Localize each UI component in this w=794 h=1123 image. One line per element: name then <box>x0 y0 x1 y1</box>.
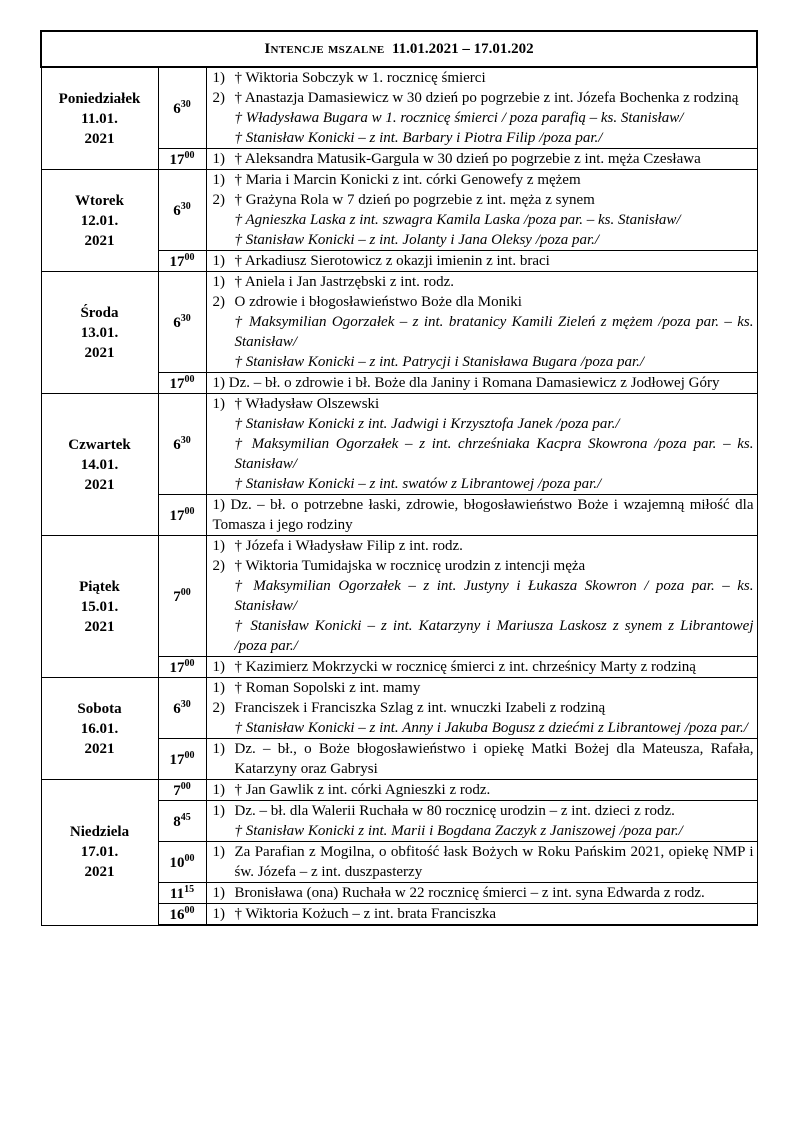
mass-minutes: 00 <box>180 780 191 792</box>
mass-time <box>158 842 206 883</box>
mass-minutes: 45 <box>180 811 191 823</box>
mass-minutes: 00 <box>180 586 191 598</box>
mass-minutes: 30 <box>180 698 191 710</box>
mass-time <box>158 251 206 272</box>
entry-text: † Grażyna Rola w 7 dzień po pogrzebie z int. męża z synem <box>234 192 595 208</box>
mass-time <box>158 678 206 739</box>
title-dates: 11.01.2021 – 17.01.202 <box>391 40 534 57</box>
entry-number: 1) <box>212 680 225 696</box>
intention-entry <box>213 780 754 800</box>
mass-hour: 7 <box>173 782 181 799</box>
day-cell <box>41 67 158 170</box>
intentions-cell <box>206 149 757 170</box>
entry-number: 2) <box>212 700 225 716</box>
mass-time <box>158 149 206 170</box>
mass-minutes: 00 <box>184 251 195 263</box>
intention-entry <box>213 698 754 718</box>
day-year: 2021 <box>84 130 115 147</box>
intention-entry <box>213 352 754 372</box>
intention-entry <box>213 883 754 903</box>
day-cell <box>41 394 158 536</box>
entry-text: † Aniela i Jan Jastrzębski z int. rodz. <box>234 274 455 290</box>
mass-hour: 16 <box>169 906 185 923</box>
mass-minutes: 00 <box>184 505 195 517</box>
entry-text: † Arkadiusz Sierotowicz z okazji imienin z int. braci <box>234 253 550 269</box>
mass-time <box>158 780 206 801</box>
entry-text: Franciszek i Franciszka Szlag z int. wnuczki Izabeli z rodziną <box>234 700 606 716</box>
day-date: 11.01. <box>81 110 118 127</box>
entry-text: Bronisława (ona) Ruchała w 22 rocznicę śmierci – z int. syna Edwarda z rodz. <box>234 885 705 901</box>
entry-number: 2) <box>212 558 225 574</box>
mass-row <box>41 536 757 657</box>
intention-entry <box>213 657 754 677</box>
mass-minutes: 00 <box>184 373 195 385</box>
mass-time <box>158 739 206 780</box>
mass-time <box>158 657 206 678</box>
day-name: Czwartek <box>68 436 131 453</box>
entry-text: Dz. – bł., o Boże błogosławieństwo i opiekę Matki Bożej dla Mateusza, Rafała, Katarzyny oraz Gabrysi <box>234 741 754 777</box>
mass-time <box>158 904 206 926</box>
title-row <box>41 31 757 67</box>
entry-number: 1) <box>212 782 225 798</box>
mass-minutes: 00 <box>184 904 195 916</box>
mass-intentions-sheet <box>40 30 756 926</box>
intention-entry <box>213 576 754 616</box>
entry-text: † Maria i Marcin Konicki z int. córki Genowefy z mężem <box>234 172 581 188</box>
day-name: Wtorek <box>75 192 124 209</box>
day-date: 17.01. <box>80 844 119 861</box>
intention-entry <box>213 190 754 210</box>
entry-number: 1) <box>212 538 225 554</box>
entry-text: † Władysław Olszewski <box>234 396 380 412</box>
intention-entry <box>213 474 754 494</box>
entry-number: 1) <box>212 274 225 290</box>
mass-hour: 8 <box>173 813 181 830</box>
entry-text: † Maksymilian Ogorzałek – z int. Justyny i Łukasza Skowron / poza par. – ks. Stanisław/ <box>234 578 754 614</box>
day-date: 13.01. <box>80 324 119 341</box>
mass-hour: 6 <box>173 314 181 331</box>
day-year: 2021 <box>84 476 115 493</box>
intention-entry <box>213 251 754 271</box>
entry-text: † Maksymilian Ogorzałek – z int. chrześniaka Kacpra Skowrona /poza par. – ks. Stanisław/ <box>234 436 754 472</box>
day-cell <box>41 170 158 272</box>
entry-number: 1) <box>212 659 225 675</box>
intention-entry <box>213 678 754 698</box>
entry-text: 1) Dz. – bł. o zdrowie i bł. Boże dla Janiny i Romana Damasiewicz z Jodłowej Góry <box>212 375 720 391</box>
entry-text: Dz. – bł. dla Walerii Ruchała w 80 rocznicę urodzin – z int. dzieci z rodz. <box>234 803 675 819</box>
entry-number: 1) <box>212 151 225 167</box>
entry-number: 1) <box>212 885 225 901</box>
mass-minutes: 00 <box>184 852 195 864</box>
day-name: Środa <box>80 304 119 321</box>
day-name: Poniedziałek <box>58 90 141 107</box>
intentions-cell <box>206 536 757 657</box>
mass-minutes: 00 <box>184 657 195 669</box>
intention-entry <box>213 616 754 656</box>
entry-number: 1) <box>212 253 225 269</box>
intention-entry <box>213 292 754 312</box>
mass-hour: 6 <box>173 436 181 453</box>
mass-time <box>158 536 206 657</box>
day-name: Niedziela <box>69 824 130 841</box>
mass-minutes: 15 <box>184 883 195 895</box>
entry-text: † Józefa i Władysław Filip z int. rodz. <box>234 538 463 554</box>
entry-number: 2) <box>212 90 225 106</box>
intention-entry <box>213 536 754 556</box>
intention-entry <box>213 495 754 535</box>
intentions-cell <box>206 739 757 780</box>
mass-row <box>41 67 757 149</box>
intention-entry <box>213 128 754 148</box>
day-cell <box>41 536 158 678</box>
intentions-table <box>40 30 758 926</box>
mass-time <box>158 272 206 373</box>
entry-text: † Wiktoria Kożuch – z int. brata Franciszka <box>234 906 497 922</box>
day-cell <box>41 678 158 780</box>
intentions-cell <box>206 780 757 801</box>
intentions-cell <box>206 904 757 926</box>
intentions-cell <box>206 883 757 904</box>
mass-hour: 17 <box>169 507 185 524</box>
mass-time <box>158 883 206 904</box>
entry-text: † Wiktoria Tumidajska w rocznicę urodzin z intencji męża <box>234 558 586 574</box>
mass-hour: 6 <box>173 202 181 219</box>
title-prefix: Intencje mszalne <box>264 40 385 57</box>
intention-entry <box>213 556 754 576</box>
mass-time <box>158 394 206 495</box>
entry-text: † Władysława Bugara w 1. rocznicę śmierci / poza parafią – ks. Stanisław/ <box>234 110 684 126</box>
entry-text: † Anastazja Damasiewicz w 30 dzień po pogrzebie z int. Józefa Bochenka z rodziną <box>234 90 739 106</box>
day-year: 2021 <box>84 864 115 881</box>
intentions-cell <box>206 170 757 251</box>
mass-hour: 17 <box>169 151 185 168</box>
page-title <box>41 31 757 67</box>
entry-text: † Jan Gawlik z int. córki Agnieszki z rodz. <box>234 782 491 798</box>
day-date: 16.01. <box>80 720 119 737</box>
entry-text: † Wiktoria Sobczyk w 1. rocznicę śmierci <box>234 70 486 86</box>
mass-minutes: 30 <box>180 98 191 110</box>
mass-time <box>158 170 206 251</box>
mass-time <box>158 373 206 394</box>
entry-text: † Stanisław Konicki – z int. Barbary i Piotra Filip /poza par./ <box>234 130 603 146</box>
day-date: 15.01. <box>80 598 119 615</box>
mass-row <box>41 780 757 801</box>
intention-entry <box>213 230 754 250</box>
entry-number: 1) <box>212 803 225 819</box>
intentions-cell <box>206 657 757 678</box>
mass-time <box>158 67 206 149</box>
intentions-cell <box>206 842 757 883</box>
entry-number: 1) <box>212 70 225 86</box>
mass-row <box>41 170 757 251</box>
mass-hour: 11 <box>169 885 185 902</box>
intention-entry <box>213 414 754 434</box>
mass-row <box>41 678 757 739</box>
intention-entry <box>213 718 754 738</box>
intention-entry <box>213 394 754 414</box>
entry-text: † Maksymilian Ogorzałek – z int. bratanicy Kamili Zieleń z mężem /poza par. – ks. Stanisław/ <box>234 314 754 350</box>
entry-number: 1) <box>212 172 225 188</box>
intention-entry <box>213 821 754 841</box>
intentions-cell <box>206 801 757 842</box>
intention-entry <box>213 312 754 352</box>
entry-number: 1) <box>212 906 225 922</box>
mass-hour: 17 <box>169 253 185 270</box>
entry-text: † Roman Sopolski z int. mamy <box>234 680 421 696</box>
day-year: 2021 <box>84 232 115 249</box>
intentions-cell <box>206 251 757 272</box>
mass-hour: 17 <box>169 375 185 392</box>
mass-hour: 10 <box>169 854 185 871</box>
intention-entry <box>213 149 754 169</box>
intention-entry <box>213 108 754 128</box>
mass-row <box>41 394 757 495</box>
day-name: Piątek <box>79 578 120 595</box>
intentions-cell <box>206 394 757 495</box>
entry-text: † Aleksandra Matusik-Gargula w 30 dzień po pogrzebie z int. męża Czesława <box>234 151 701 167</box>
entry-text: 1) Dz. – bł. o potrzebne łaski, zdrowie, błogosławieństwo Boże i wzajemną miłość dla Tomasza i jego rodziny <box>212 497 754 533</box>
entry-text: † Stanisław Konicki z int. Jadwigi i Krzysztofa Janek /poza par./ <box>234 416 620 432</box>
intention-entry <box>213 739 754 779</box>
day-date: 12.01. <box>80 212 119 229</box>
entry-text: † Stanisław Konicki – z int. swatów z Librantowej /poza par./ <box>234 476 602 492</box>
entry-number: 2) <box>212 294 225 310</box>
entry-text: O zdrowie i błogosławieństwo Boże dla Moniki <box>234 294 522 310</box>
entry-text: Za Parafian z Mogilna, o obfitość łask Bożych w Roku Pańskim 2021, opiekę NMP i św. Józefa – z int. duszpasterzy <box>234 844 754 880</box>
mass-hour: 6 <box>173 700 181 717</box>
intention-entry <box>213 801 754 821</box>
mass-minutes: 30 <box>180 312 191 324</box>
intention-entry <box>213 904 754 924</box>
entry-text: † Stanisław Konicki – z int. Jolanty i Jana Oleksy /poza par./ <box>234 232 600 248</box>
entry-text: † Stanisław Konicki – z int. Anny i Jakuba Bogusz z dziećmi z Librantowej /poza par./ <box>234 720 748 736</box>
entry-text: † Stanisław Konicki z int. Marii i Bogdana Zaczyk z Janiszowej /poza par./ <box>234 823 683 839</box>
entry-number: 1) <box>212 396 225 412</box>
intentions-cell <box>206 678 757 739</box>
entry-text: † Kazimierz Mokrzycki w rocznicę śmierci z int. chrześnicy Marty z rodziną <box>234 659 696 675</box>
day-year: 2021 <box>84 344 115 361</box>
day-name: Sobota <box>77 700 122 717</box>
mass-time <box>158 495 206 536</box>
entry-text: † Agnieszka Laska z int. szwagra Kamila Laska /poza par. – ks. Stanisław/ <box>234 212 681 228</box>
intention-entry <box>213 170 754 190</box>
day-year: 2021 <box>84 618 115 635</box>
mass-hour: 6 <box>173 100 181 117</box>
entry-text: † Stanisław Konicki – z int. Patrycji i Stanisława Bugara /poza par./ <box>234 354 645 370</box>
mass-hour: 7 <box>173 588 181 605</box>
mass-minutes: 00 <box>184 749 195 761</box>
mass-minutes: 30 <box>180 434 191 446</box>
intentions-cell <box>206 495 757 536</box>
mass-minutes: 30 <box>180 200 191 212</box>
intention-entry <box>213 210 754 230</box>
intention-entry <box>213 272 754 292</box>
entry-number: 1) <box>212 741 225 757</box>
mass-hour: 17 <box>169 751 185 768</box>
intentions-cell <box>206 272 757 373</box>
entry-number: 1) <box>212 844 225 860</box>
mass-time <box>158 801 206 842</box>
intention-entry <box>213 434 754 474</box>
entry-text: † Stanisław Konicki – z int. Katarzyny i Mariusza Laskosz z synem z Librantowej /poza par./ <box>234 618 754 654</box>
mass-minutes: 00 <box>184 149 195 161</box>
day-date: 14.01. <box>80 456 119 473</box>
mass-row <box>41 272 757 373</box>
mass-hour: 17 <box>169 659 185 676</box>
intention-entry <box>213 68 754 88</box>
intentions-table-body <box>41 31 757 925</box>
intentions-cell <box>206 67 757 149</box>
entry-number: 2) <box>212 192 225 208</box>
day-year: 2021 <box>84 740 115 757</box>
day-cell <box>41 272 158 394</box>
intentions-cell <box>206 373 757 394</box>
intention-entry <box>213 373 754 393</box>
day-cell <box>41 780 158 926</box>
intention-entry <box>213 88 754 108</box>
intention-entry <box>213 842 754 882</box>
